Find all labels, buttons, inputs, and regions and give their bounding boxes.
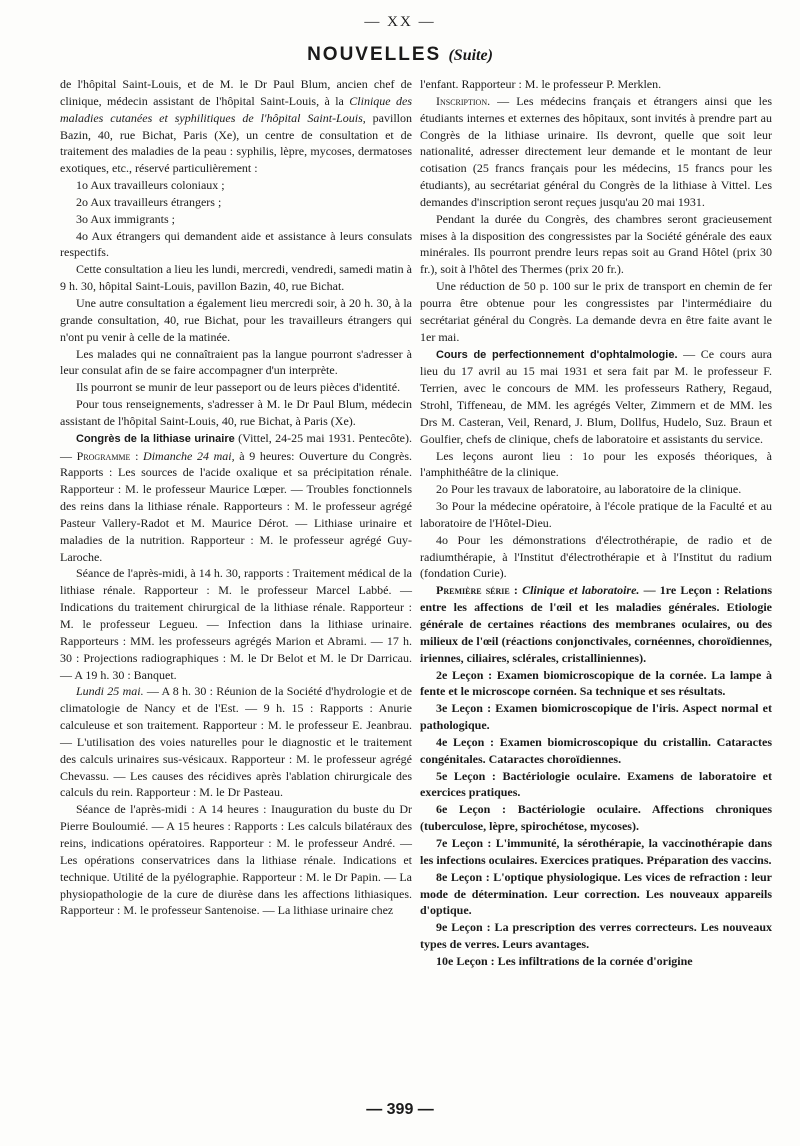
title-suffix: (Suite) <box>448 47 493 64</box>
series-label: Première série <box>436 583 510 598</box>
lesson-paragraph: 6e Leçon : Bactériologie oculaire. Affections chroniques (tuberculose, lèpre, spirochétose, mycoses). <box>420 802 772 834</box>
paragraph: Pour tous renseignements, s'adresser à M. le Dr Paul Blum, médecin assistant de l'hôpital Saint-Louis, 40, rue Bichat, à Paris (Xe). <box>60 397 412 428</box>
text: (Vittel, 24-25 mai 1931. Pentecôte).— <box>60 430 412 463</box>
lesson-paragraph: 10e Leçon : Les infiltrations de la cornée d'origine <box>436 953 693 968</box>
date-label: Dimanche 24 mai, <box>143 448 235 463</box>
list-item: 2o Aux travailleurs étrangers ; <box>76 194 222 209</box>
paragraph: Ils pourront se munir de leur passeport ou de leurs pièces d'identité. <box>76 380 401 395</box>
lesson-paragraph: 9e Leçon : La prescription des verres correcteurs. Les nouveaux types de verres. Leurs avantages. <box>420 920 772 952</box>
lesson-paragraph: 4e Leçon : Examen biomicroscopique du cristallin. Cataractes congénitales. Cataractes choroïdiennes. <box>420 734 772 766</box>
text: à 9 heures: Ouverture du Congrès. Rapports : Les sources de l'acide oxalique et sa précipitation rénale. Rapporteur : M. le professeur Maurice Lœper. — Troubles fonctionnels des reins dans la lithiase rénale. Rapporteurs : M. le professeur agrégé Pasteur Vallery-Radot et M. Maurice Dérot. — Lithiase urinaire et maladies de la nutrition. Rapporteur : M. le professeur agrégé Guy-Laroche. <box>60 448 413 564</box>
paragraph <box>60 76 412 177</box>
lesson-paragraph: 7e Leçon : L'immunité, la sérothérapie, la vaccinothérapie dans les infections oculaires. Exercices pratiques. Préparation des vaccins. <box>420 835 772 867</box>
paragraph: Séance de l'après-midi : A 14 heures : Inauguration du buste du Dr Pierre Bouloumié. — A 15 heures : Rapports : Les calculs bilatéraux des reins, indications opératoires. Rapporteur : M. le professeur André. — Les opérations conservatrices dans la lithiase rénale. Indications et technique. Utilité de la pyélographie. Rapporteur : M. le Dr Papin. — La physiopathologie de la cure de diurèse dans les affections lithiasiques. Rapporteur : M. le professeur Santenoise. — La lithiase urinaire chez <box>60 802 412 918</box>
list-item: 3o Aux immigrants ; <box>76 211 175 226</box>
inscription-label: Inscription. <box>436 93 491 108</box>
page-folio: — XX — <box>364 14 436 30</box>
paragraph: 3o Pour la médecine opératoire, à l'école pratique de la Faculté et au laboratoire de l'Hôtel-Dieu. <box>420 499 772 530</box>
paragraph: 4o Pour les démonstrations d'électrothérapie, de radio et de radiumthérapie, à l'Institut d'électrothérapie et à l'Institut du radium (fondation Curie). <box>420 532 772 581</box>
text: : <box>130 448 144 463</box>
lesson-paragraph: 8e Leçon : L'optique physiologique. Les vices de refraction : leur mode de détermination. Leur correction. Les nouveaux appareils d'optique. <box>420 869 772 918</box>
lesson-paragraph <box>420 582 772 666</box>
text: — A 8 h. 30 : Réunion de la Société d'hydrologie et de climatologie de Nancy et de l'Est. — 9 h. 15 : Rapports : Anurie calculeuse et son traitement. Rapporteur : M. le professeur E. Jeanbrau. — L'utilisation des voies naturelles pour le diagnostic et le traitement des calculs urinaires sus-vésicaux. Rapporteur : M. le professeur agrégé Chevassu. — Les causes des récidives après l'ablation chirurgicale des calculs du rein. Rapporteur : M. le Dr Pasteau. <box>60 684 412 800</box>
section-heading: Cours de perfectionnement d'ophtalmologie. <box>436 348 678 361</box>
programme-label: Programme <box>76 448 131 463</box>
series-title: Clinique et laboratoire. <box>522 583 640 598</box>
paragraph: Séance de l'après-midi, à 14 h. 30, rapports : Traitement médical de la lithiase rénale. Rapporteur : M. le professeur Marcel Labbé. — Indications du traitement chirurgical de la lithiase rénale. Rapporteur : M. le professeur Legueu. — Infection dans la lithiase urinaire. Rapporteurs : MM. les professeurs agrégés Marion et Abrami. — 17 h. 30 : Projections radiographiques : M. le Dr Belot et M. le Dr Darricau. — A 19 h. 30 : Banquet. <box>60 566 412 682</box>
lesson-paragraph: 2e Leçon : Examen biomicroscopique de la cornée. La lampe à fente et le microscope cornéen. Sa technique et ses résultats. <box>420 667 772 699</box>
page-number: — 399 — <box>366 1101 434 1118</box>
paragraph <box>420 93 772 211</box>
paragraph: Les malades qui ne connaîtraient pas la langue pourront s'adresser à leur consulat afin de se faire accompagner d'un interprète. <box>60 346 412 378</box>
list-item: 4o Aux étrangers qui demandent aide et assistance à leurs consulats respectifs. <box>60 228 412 260</box>
right-column <box>420 76 772 970</box>
paragraph: 2o Pour les travaux de laboratoire, au laboratoire de la clinique. <box>436 482 742 497</box>
text: de l'hôpital Saint-Louis, et de M. le Dr Paul Blum, ancien chef de clinique, médecin assistant de l'hôpital Saint-Louis, à la <box>60 77 412 108</box>
paragraph: Cette consultation a lieu les lundi, mercredi, vendredi, samedi matin à 9 h. 30, hôpital Saint-Louis, pavillon Bazin, 40, rue Bichat. <box>60 262 412 294</box>
date-label: Lundi 25 mai. <box>76 684 144 699</box>
congres-paragraph <box>60 430 412 566</box>
page-title <box>0 44 800 66</box>
paragraph <box>60 683 412 801</box>
paragraph: l'enfant. Rapporteur : M. le professeur P. Merklen. <box>420 77 662 91</box>
text: — Ce cours aura lieu du 17 avril au 15 mai 1931 et sera fait par M. le professeur F. Terrien, avec le concours de MM. les professeurs Rathery, Regaud, Strohl, Tiffeneau, de MM. les agrégés Velter, Zimmern et de MM. les Drs M. Casteran, Veil, Renard, J. Blum, Dollfus, Hudelo, Suz. Braun et Goulfier, chefs de clinique, chefs de laboratoire et assistants du service. <box>420 346 772 446</box>
title-text: NOUVELLES <box>307 44 442 65</box>
text: — Les médecins français et étrangers ainsi que les étudiants internes et externes des hôpitaux, sont invités à prendre part au Congrès de la lithiase urinaire. Ils devront, quelle que soit leur nationalité, adresser directement leur demande et le montant de leur cotisation (25 francs français pour les médecins, 15 francs pour les étudiants), au secrétariat général du Congrès de la lithiase à Vittel. Les demandes d'inscription seront reçues jusqu'au 20 mai 1931. <box>420 93 772 209</box>
text: — 1re Leçon : Relations entre les affections de l'œil et les maladies générales. Etiologie générale de certaines réactions des membranes oculaires, ou des milieux de l'œil (réactions conjonctivales, cornéennes, choroïdiennes, iriennes, ciliaires, sclérales, cristalliniennes). <box>420 583 772 665</box>
paragraph <box>420 346 772 448</box>
text: pavillon Bazin, 40, rue Bichat, Paris (Xe), un centre de consultation et de traitement des maladies de la peau : syphilis, lèpre, mycoses, dermatoses exotiques, etc., réservé particulièrement : <box>60 110 412 176</box>
lesson-paragraph: 3e Leçon : Examen biomicroscopique de l'iris. Aspect normal et pathologique. <box>420 701 772 733</box>
text: : <box>509 583 523 598</box>
clinic-name: Clinique des maladies cutanées et syphilitiques de l'hôpital Saint-Louis, <box>60 93 413 125</box>
paragraph: Pendant la durée du Congrès, des chambres seront gracieusement mises à la disposition des congressistes par la Société générale des eaux minérales. Ils pourront prendre leurs repas soit au Grand Hôtel (prix 30 fr.), soit à l'hôtel des Thermes (prix 20 fr.). <box>420 211 772 277</box>
list-item: 1o Aux travailleurs coloniaux ; <box>76 178 225 193</box>
paragraph: Les leçons auront lieu : 1o pour les exposés théoriques, à l'amphithéâtre de la clinique. <box>420 448 772 480</box>
paragraph: Une réduction de 50 p. 100 sur le prix de transport en chemin de fer pourra être obtenue pour les congressistes par l'intermédiaire du secrétariat général du Congrès. La demande devra en être faite avant le 1er mai. <box>420 279 772 344</box>
left-column <box>60 76 412 919</box>
paragraph: Une autre consultation a également lieu mercredi soir, à 20 h. 30, à la grande consultation, 40, rue Bichat, pour les travailleurs étrangers qui n'ont pu venir à celle de la matinée. <box>60 295 412 344</box>
section-heading: Congrès de la lithiase urinaire <box>76 432 235 445</box>
lesson-paragraph: 5e Leçon : Bactériologie oculaire. Examens de laboratoire et exercices pratiques. <box>420 768 772 800</box>
